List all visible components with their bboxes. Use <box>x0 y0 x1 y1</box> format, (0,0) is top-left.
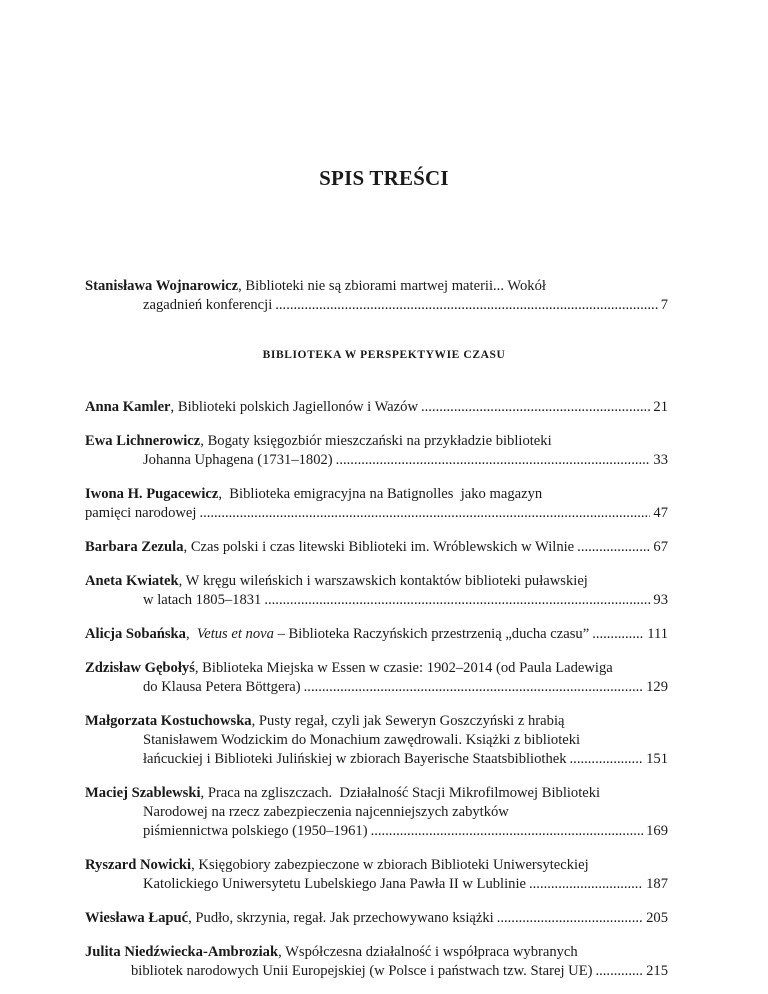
toc-line <box>85 909 668 928</box>
toc-text <box>85 712 564 731</box>
toc-page-number: 93 <box>653 592 668 608</box>
toc-line <box>85 572 668 591</box>
toc-title-cont: Johanna Uphagena (1731–1802) <box>143 452 333 468</box>
toc-author: Ewa Lichnerowicz <box>85 433 201 449</box>
toc-author: Alicja Sobańska <box>85 626 186 642</box>
leader-dots <box>570 750 644 769</box>
toc-line <box>85 296 668 315</box>
leader-dots <box>264 591 650 610</box>
leader-dots <box>275 296 657 315</box>
toc-text <box>85 943 578 962</box>
toc-page-number: 151 <box>646 751 668 767</box>
toc-page-number: 111 <box>647 626 668 642</box>
toc-title: , Biblioteka emigracyjna na Batignolles jako magazyn <box>218 486 543 502</box>
toc-title: , <box>185 626 197 642</box>
toc-title: , Pusty regał, czyli jak Seweryn Goszczyński z hrabią <box>251 713 565 729</box>
toc-title-cont: piśmiennictwa polskiego (1950–1961) <box>143 823 368 839</box>
toc-line <box>85 856 668 875</box>
toc-line <box>85 538 668 557</box>
leader-dots <box>529 875 643 894</box>
toc-entry <box>85 538 668 557</box>
toc-title: , Biblioteki polskich Jagiellonów i Wazów <box>170 399 418 415</box>
toc-page-number: 129 <box>646 679 668 695</box>
toc-text <box>85 572 588 591</box>
toc-title: , W kręgu wileńskich i warszawskich kontaktów biblioteki puławskiej <box>178 573 588 589</box>
toc-line <box>85 485 668 504</box>
leader-dots <box>304 678 643 697</box>
leader-dots <box>595 962 643 981</box>
toc-page-number: 33 <box>653 452 668 468</box>
toc-title-italic: Vetus et nova <box>196 626 274 642</box>
toc-entry <box>85 485 668 523</box>
toc-line <box>85 659 668 678</box>
toc-text <box>85 659 613 678</box>
toc-title: , Bogaty księgozbiór mieszczański na przykładzie biblioteki <box>200 433 552 449</box>
toc-entry <box>85 659 668 697</box>
toc-line <box>85 803 668 822</box>
toc-title-cont: pamięci narodowej <box>85 505 197 521</box>
leader-dots <box>199 504 650 523</box>
toc-entry <box>85 712 668 769</box>
toc-entry <box>85 856 668 894</box>
leader-dots <box>421 398 650 417</box>
toc-line <box>85 504 668 523</box>
toc-title-cont: zagadnień konferencji <box>143 297 273 313</box>
toc-title: , Księgobiory zabezpieczone w zbiorach Biblioteki Uniwersyteckiej <box>191 857 589 873</box>
leader-dots <box>497 909 643 928</box>
toc-line <box>85 750 668 769</box>
toc-title: , Praca na zgliszczach. Działalność Stacji Mikrofilmowej Biblioteki <box>200 785 601 801</box>
toc-line <box>85 398 668 417</box>
toc-author: Zdzisław Gębołyś <box>85 660 195 676</box>
leader-dots <box>577 538 650 557</box>
toc-title-cont: bibliotek narodowych Unii Europejskiej (w Polsce i państwach tzw. Starej UE) <box>131 963 593 979</box>
toc-page-number: 67 <box>653 539 668 555</box>
toc-title-cont: do Klausa Petera Böttgera) <box>143 679 301 695</box>
toc-title: , Współczesna działalność i współpraca wybranych <box>278 944 578 960</box>
toc-entry <box>85 943 668 981</box>
toc-page-number: 215 <box>646 963 668 979</box>
toc-line <box>85 432 668 451</box>
toc-title-cont: Katolickiego Uniwersytetu Lubelskiego Jana Pawła II w Lublinie <box>143 876 526 892</box>
toc-text <box>85 784 600 803</box>
toc-line <box>85 277 668 296</box>
toc-text <box>85 485 542 504</box>
toc-page-number: 47 <box>653 505 668 521</box>
toc-author: Ryszard Nowicki <box>85 857 192 873</box>
toc-line <box>85 875 668 894</box>
toc-author: Aneta Kwiatek <box>85 573 179 589</box>
toc-title: , Pudło, skrzynia, regał. Jak przechowywano książki <box>188 910 494 926</box>
toc-text <box>85 538 574 557</box>
toc-entry <box>85 784 668 841</box>
toc-author: Maciej Szablewski <box>85 785 201 801</box>
toc-entry <box>85 432 668 470</box>
toc-line <box>85 962 668 981</box>
toc-author: Barbara Zezula <box>85 539 184 555</box>
toc-line <box>85 712 668 731</box>
toc-author: Anna Kamler <box>85 399 171 415</box>
page-title: SPIS TREŚCI <box>319 166 449 190</box>
toc-text <box>85 277 546 296</box>
toc-line <box>85 591 668 610</box>
toc-author: Julita Niedźwiecka-Ambroziak <box>85 944 279 960</box>
toc-line <box>85 731 668 750</box>
toc-line <box>85 451 668 470</box>
toc-line <box>85 943 668 962</box>
toc-entry <box>85 398 668 417</box>
toc-author: Iwona H. Pugacewicz <box>85 486 219 502</box>
toc-line <box>85 822 668 841</box>
toc-entry <box>85 909 668 928</box>
toc-page-number: 205 <box>646 910 668 926</box>
toc-entry-intro <box>85 277 668 315</box>
toc-text <box>85 432 552 451</box>
toc-title-cont: łańcuckiej i Biblioteki Julińskiej w zbiorach Bayerische Staatsbibliothek <box>143 751 567 767</box>
toc-text <box>85 398 418 417</box>
toc-page-number: 169 <box>646 823 668 839</box>
toc-entry <box>85 572 668 610</box>
toc-title: , Czas polski i czas litewski Biblioteki im. Wróblewskich w Wilnie <box>183 539 575 555</box>
toc-page-number: 21 <box>653 399 668 415</box>
toc-line <box>85 678 668 697</box>
leader-dots <box>336 451 651 470</box>
toc-author: Stanisława Wojnarowicz <box>85 278 239 294</box>
toc-text <box>85 625 589 644</box>
section-heading: BIBLIOTEKA W PERSPEKTYWIE CZASU <box>262 349 506 361</box>
toc-author: Wiesława Łapuć <box>85 910 189 926</box>
toc-entry <box>85 625 668 644</box>
toc-line <box>85 625 668 644</box>
toc-title: – Biblioteka Raczyńskich przestrzenią „ducha czasu” <box>273 626 590 642</box>
toc-text <box>85 856 589 875</box>
leader-dots <box>371 822 644 841</box>
toc-line <box>85 784 668 803</box>
leader-dots <box>592 625 644 644</box>
toc-page-number: 7 <box>660 297 668 313</box>
toc-title-cont: w latach 1805–1831 <box>143 592 262 608</box>
toc-title: , Biblioteka Miejska w Essen w czasie: 1902–2014 (od Paula Ladewiga <box>194 660 613 676</box>
toc-title-cont: Narodowej na rzecz zabezpieczenia najcenniejszych zabytków <box>143 804 509 820</box>
toc-text <box>85 909 494 928</box>
toc-title-cont: Stanisławem Wodzickim do Monachium zawędrowali. Książki z biblioteki <box>143 732 581 748</box>
toc-title: , Biblioteki nie są zbiorami martwej materii... Wokół <box>238 278 546 294</box>
toc-page-number: 187 <box>646 876 668 892</box>
toc-author: Małgorzata Kostuchowska <box>85 713 252 729</box>
